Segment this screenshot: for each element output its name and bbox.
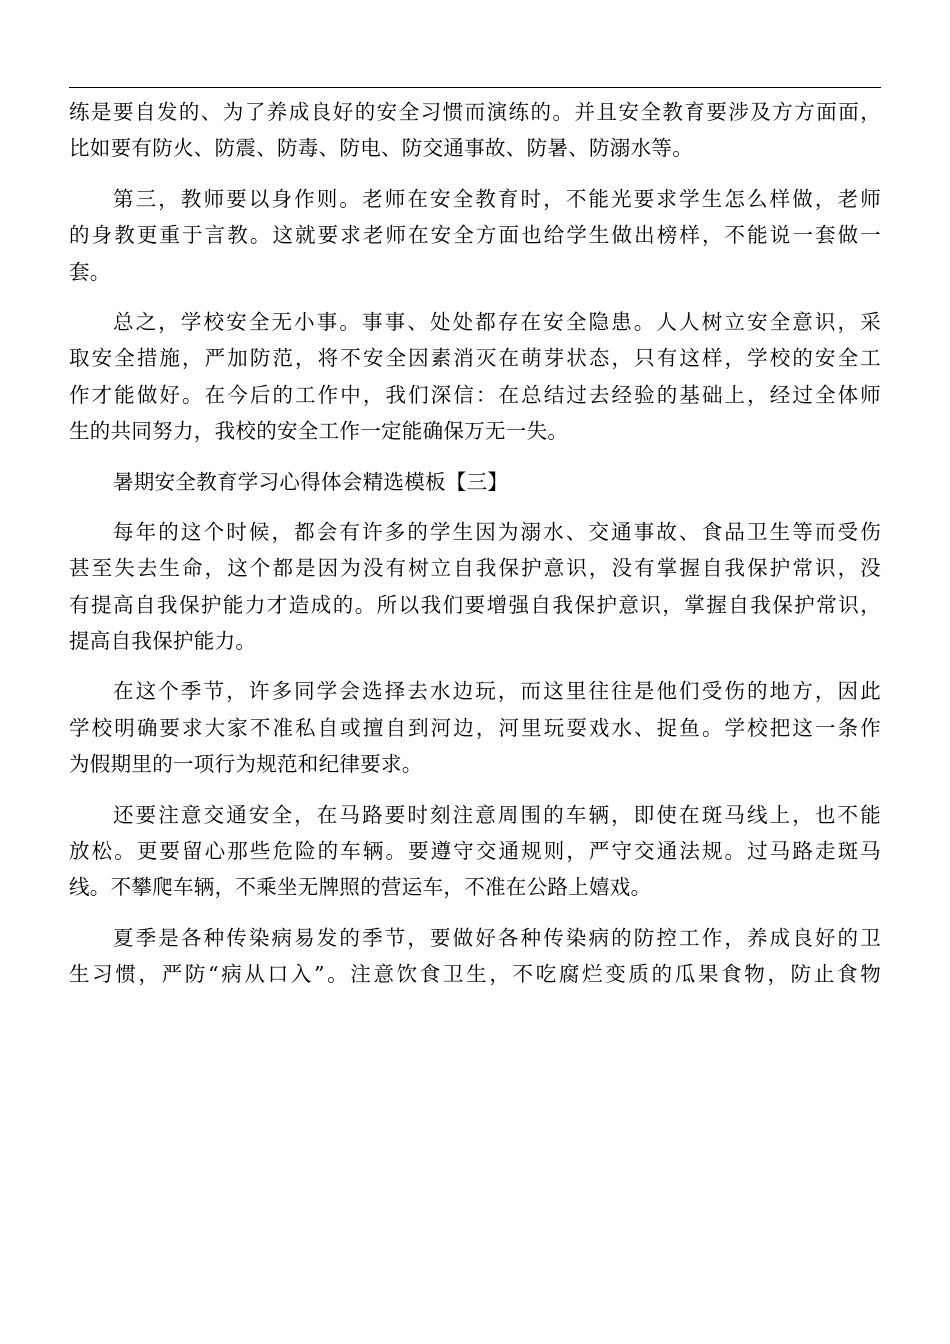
text-line: 每年的这个时候，都会有许多的学生因为溺水、交通事故、食品卫生等而受伤: [113, 519, 881, 544]
text-line: 生习惯，严防“病从口入”。注意饮食卫生，不吃腐烂变质的瓜果食物，防止食物: [69, 962, 881, 987]
text-line: 生的共同努力，我校的安全工作一定能确保万无一失。: [69, 419, 569, 444]
text-line: 比如要有防火、防震、防毒、防电、防交通事故、防暑、防溺水等。: [69, 136, 693, 161]
paragraph-water-safety: [69, 673, 881, 782]
text-line: 作才能做好。在今后的工作中，我们深信：在总结过去经验的基础上，经过全体师: [69, 382, 881, 407]
section-heading-text: 暑期安全教育学习心得体会精选模板【三】: [113, 469, 509, 494]
text-line: 总之，学校安全无小事。事事、处处都存在安全隐患。人人树立安全意识，采: [113, 309, 881, 334]
paragraph-continued: [69, 94, 881, 167]
text-line: 在这个季节，许多同学会选择去水边玩，而这里往往是他们受伤的地方，因此: [113, 679, 881, 704]
text-line: 取安全措施，严加防范，将不安全因素消灭在萌芽状态，只有这样，学校的安全工: [69, 346, 881, 371]
text-line: 放松。更要留心那些危险的车辆。要遵守交通规则，严守交通法规。过马路走斑马: [69, 839, 881, 864]
paragraph-self-protection: [69, 514, 881, 660]
text-line: 练是要自发的、为了养成良好的安全习惯而演练的。并且安全教育要涉及方方面面，: [69, 100, 881, 124]
text-line: 的身教更重于言教。这就要求老师在安全方面也给学生做出榜样，不能说一套做一: [69, 223, 881, 248]
text-line: 有提高自我保护能力才造成的。所以我们要增强自我保护意识，掌握自我保护常识，: [69, 592, 881, 617]
text-line: 线。不攀爬车辆，不乘坐无牌照的营运车，不准在公路上嬉戏。: [69, 875, 652, 900]
text-line: 套。: [69, 259, 111, 284]
document-body: [69, 94, 881, 1007]
paragraph-conclusion: [69, 304, 881, 450]
section-heading: [69, 464, 881, 500]
text-line: 提高自我保护能力。: [69, 629, 257, 654]
text-line: 夏季是各种传染病易发的季节，要做好各种传染病的防控工作，养成良好的卫: [113, 925, 881, 950]
text-line: 为假期里的一项行为规范和纪律要求。: [69, 752, 423, 777]
paragraph-traffic-safety: [69, 797, 881, 906]
text-line: 学校明确要求大家不准私自或擅自到河边，河里玩耍戏水、捉鱼。学校把这一条作: [69, 715, 881, 740]
paragraph-third-point: [69, 181, 881, 290]
header-rule: [69, 87, 881, 88]
text-line: 还要注意交通安全，在马路要时刻注意周围的车辆，即使在斑马线上，也不能: [113, 802, 881, 827]
text-line: 第三，教师要以身作则。老师在安全教育时，不能光要求学生怎么样做，老师: [113, 186, 881, 211]
text-line: 甚至失去生命，这个都是因为没有树立自我保护意识，没有掌握自我保护常识，没: [69, 556, 881, 581]
paragraph-disease-prevention: [69, 920, 881, 993]
